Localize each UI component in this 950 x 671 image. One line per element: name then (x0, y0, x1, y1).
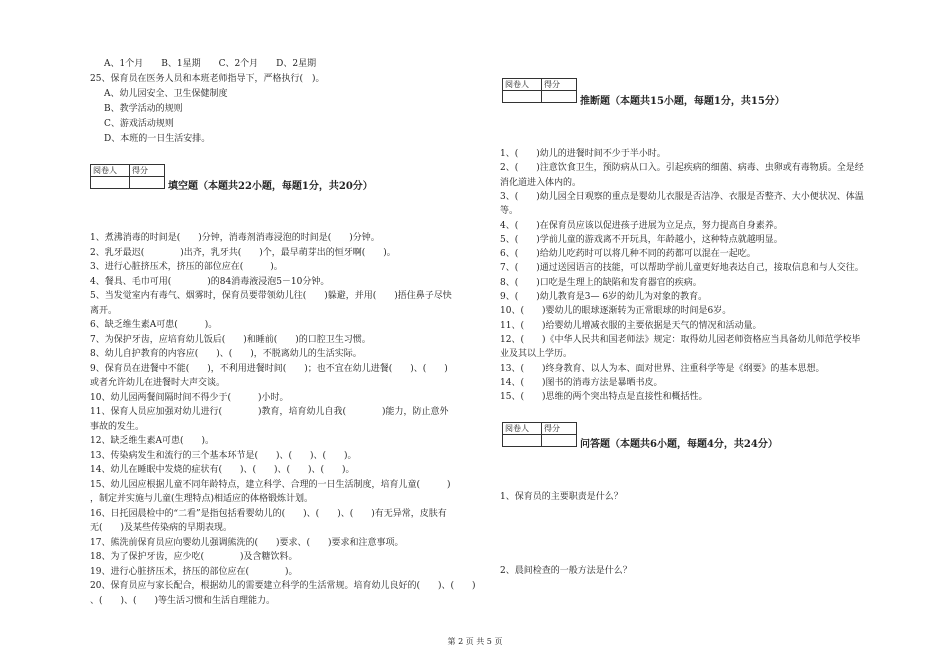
judge-score-box (502, 78, 577, 103)
fill-line-5: 5、当发觉室内有毒气、烟雾时，保育员要带领幼儿往( )躲避，并用( )捂住鼻子尽快 (90, 291, 452, 301)
fill-line-15: 12、缺乏维生素A可患( )。 (90, 436, 214, 446)
fill-line-12: 10、幼儿园两餐间隔时间不得少于( )小时。 (90, 392, 289, 403)
q25-option-d: D、本班的一日生活安排。 (104, 134, 211, 144)
fill-line-1: 1、煮沸消毒的时间是( )分钟，消毒剂消毒浸泡的时间是( )分钟。 (90, 233, 380, 243)
qa-score-box (502, 422, 577, 447)
fill-score-box (90, 164, 165, 189)
fill-line-11: 或者允许幼儿在进餐时大声交谈。 (90, 378, 226, 388)
fill-line-4: 4、餐具、毛巾可用( )的84消毒液浸泡5－10分钟。 (90, 276, 330, 287)
qa-question-2: 2、晨间检查的一般方法是什么？ (500, 566, 632, 576)
judge-line-11: 9、( )幼儿教育是3— 6岁的幼儿为对象的教育。 (500, 292, 708, 302)
fill-line-6: 离开。 (90, 305, 118, 316)
reviewer-cell (91, 177, 130, 189)
judge-line-13: 11、( )给婴幼儿增减衣服的主要依据是天气的情况和活动量。 (500, 320, 762, 331)
fill-section-title: 填空题（本题共22小题，每题1分，共20分） (168, 181, 373, 192)
fill-line-14: 事故的发生。 (90, 421, 145, 432)
fill-line-19: ，制定并实施与儿童(生理特点)相适应的体格锻炼计划。 (90, 494, 314, 504)
judge-line-3: 消化道进入体内的。 (500, 177, 582, 188)
score-cell (542, 435, 577, 447)
score-cell (130, 177, 165, 189)
score-label: 得分 (542, 423, 577, 435)
reviewer-label: 阅卷人 (503, 79, 542, 91)
judge-line-2: 2、( )注意饮食卫生，预防病从口入。引起疾病的细菌、病毒、虫卵或有毒物质。全是经 (500, 163, 864, 174)
q25-option-b: B、教学活动的规则 (104, 104, 183, 114)
score-cell (542, 91, 577, 103)
fill-line-21: 无( )及某些传染病的早期表现。 (90, 523, 233, 533)
page-footer: 第 2 页 共 5 页 (447, 637, 503, 646)
judge-line-9: 7、( )通过送园语言的技能，可以帮助学前儿童更好地表达自己，接取信息和与人交往。 (500, 263, 864, 274)
fill-line-26: 、( )、( )等生活习惯和生活自理能力。 (90, 595, 276, 606)
reviewer-label: 阅卷人 (91, 165, 130, 177)
fill-line-7: 6、缺乏维生素A可患( )。 (90, 320, 218, 330)
fill-line-24: 19、进行心脏挤压术，挤压的部位应在( )。 (90, 566, 298, 577)
reviewer-cell (503, 435, 542, 447)
fill-line-18: 15、幼儿园应根据儿童不同年龄特点，建立科学、合理的一日生活制度，培育儿童( ) (90, 479, 451, 490)
qa-section-title: 问答题（本题共6小题，每题4分，共24分） (580, 439, 778, 450)
qa-question-1: 1、保育员的主要职责是什么？ (500, 492, 623, 502)
fill-line-17: 14、幼儿在睡眠中发烧的症状有( )、( )、( )、( )。 (90, 465, 355, 475)
judge-line-15: 业及其以上学历。 (500, 349, 573, 360)
q25-stem: 25、保育员在医务人员和本班老师指导下，严格执行( )。 (90, 74, 325, 84)
judge-line-10: 8、( )口吃是生理上的缺陷和发育器官的疾病。 (500, 277, 702, 288)
judge-section-title: 推断题（本题共15小题，每题1分，共15分） (580, 96, 785, 107)
judge-line-8: 6、( )给幼儿吃药时可以将几种不同的药都可以混在一起吃。 (500, 249, 756, 260)
fill-line-2: 2、乳牙最迟( )出齐，乳牙共( )个，最早萌芽出的恒牙啊( )。 (90, 247, 396, 258)
fill-line-25: 20、保育员应与家长配合，根据幼儿的需要建立科学的生活常规。培育幼儿良好的( )、( ) (90, 581, 476, 591)
score-label: 得分 (542, 79, 577, 91)
score-label: 得分 (130, 165, 165, 177)
judge-line-18: 15、( )思维的两个突出特点是直接性和概括性。 (500, 392, 708, 403)
fill-line-22: 17、熊洗前保育员应向婴幼儿强调熊洗的( )要求、( )要求和注意事项。 (90, 537, 404, 548)
judge-line-14: 12、( )《中华人民共和国老师法》规定：取得幼儿园老师资格应当具备幼儿师范学校毕 (500, 334, 861, 345)
fill-line-20: 16、日托园晨检中的“二看”是指包括看婴幼儿的( )、( )、( )有无异常，皮肤有 (90, 508, 447, 519)
q25-option-c: C、游戏活动规则 (104, 119, 174, 129)
fill-line-8: 7、为保护牙齿，应培育幼儿饭后( )和睡前( )的口腔卫生习惯。 (90, 334, 371, 345)
reviewer-label: 阅卷人 (503, 423, 542, 435)
reviewer-cell (503, 91, 542, 103)
judge-line-4: 3、( )幼儿园全日观察的重点是婴幼儿衣服是否洁净、衣服是否整齐、大小便状况、体温 (500, 191, 864, 202)
judge-line-1: 1、( )幼儿的进餐时间不少于半小时。 (500, 149, 666, 159)
fill-line-9: 8、幼儿自护教育的内容应( )、( )，不脱离幼儿的生活实际。 (90, 349, 362, 359)
fill-line-13: 11、保育人员应加强对幼儿进行( )教育，培育幼儿自我( )能力，防止意外 (90, 407, 449, 417)
judge-line-6: 4、( )在保育员应该以促进孩子进展为立足点，努力提高自身素养。 (500, 220, 783, 231)
judge-line-5: 等。 (500, 206, 519, 217)
q25-option-a: A、幼儿园安全、卫生保健制度 (104, 89, 228, 99)
q24-options: A、1个月 B、1星期 C、2个月 D、2星期 (104, 59, 317, 69)
fill-line-3: 3、进行心脏挤压术，挤压的部位应在( )。 (90, 262, 283, 272)
fill-line-10: 9、保育员在进餐中不能( )，不利用进餐时间( )；也不宜在幼儿进餐( )、( ) (90, 363, 448, 374)
judge-line-16: 13、( )终身教育、以人为本、面对世界、注重科学等是《纲要》的基本思想。 (500, 363, 825, 374)
judge-line-12: 10、( )婴幼儿的眼球逐渐转为正常眼球的时间是6岁。 (500, 306, 732, 317)
fill-line-16: 13、传染病发生和流行的三个基本环节是( )、( )、( )。 (90, 450, 357, 461)
judge-line-7: 5、( )学前儿童的游戏离不开玩具，年龄越小，这种特点就越明显。 (500, 234, 783, 245)
fill-line-23: 18、为了保护牙齿，应少吃( )及含糖饮料。 (90, 552, 298, 562)
judge-line-17: 14、( )图书的消毒方法是暴晒书皮。 (500, 377, 663, 388)
